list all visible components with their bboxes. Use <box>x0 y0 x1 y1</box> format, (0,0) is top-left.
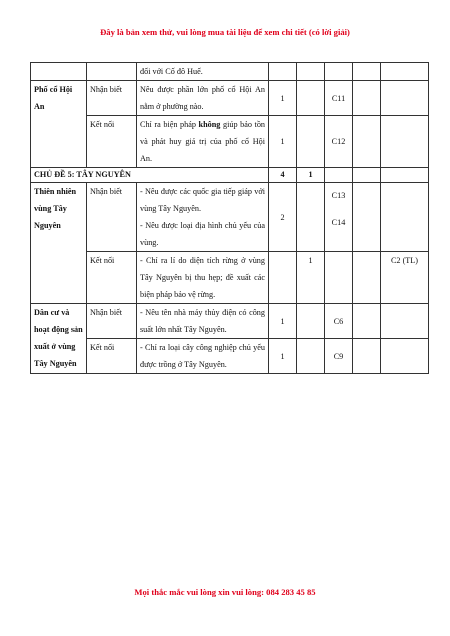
requirement-cell: - Chỉ ra lí do diện tích rừng ở vùng Tây Nguyên bị thu hẹp; đề xuất các biện pháp bảo vệ rừng. <box>137 252 269 304</box>
table-row <box>31 81 429 116</box>
level-cell: Nhận biết <box>87 304 137 339</box>
table-row <box>31 183 429 252</box>
emphasis-text: không <box>198 120 221 129</box>
table-row <box>31 252 429 304</box>
table-row <box>31 339 429 374</box>
count-cell: 1 <box>269 81 297 116</box>
requirement-cell: - Nêu được các quốc gia tiếp giáp với vùng Tây Nguyên. - Nêu được loại địa hình chủ yếu của vùng. <box>137 183 269 252</box>
requirement-cell: đối với Cố đô Huế. <box>137 63 269 81</box>
question-cell: C2 (TL) <box>381 252 429 304</box>
topic-count-a: 4 <box>269 168 297 183</box>
count-cell: 1 <box>297 252 325 304</box>
question-cell: C6 <box>325 304 353 339</box>
table-row <box>31 63 429 81</box>
level-cell: Kết nối <box>87 116 137 168</box>
assessment-matrix-table <box>30 62 429 374</box>
level-cell: Nhận biết <box>87 81 137 116</box>
topic-title: CHỦ ĐỀ 5: TÂY NGUYÊN <box>31 168 269 183</box>
question-cell: C12 <box>325 116 353 168</box>
lesson-cell: Phố cổ Hội An <box>31 81 87 168</box>
lesson-cell: Thiên nhiên vùng Tây Nguyên <box>31 183 87 304</box>
level-cell: Kết nối <box>87 252 137 304</box>
topic-count-b: 1 <box>297 168 325 183</box>
requirement-cell: Chỉ ra biện pháp không giúp bảo tồn và phát huy giá trị của phố cổ Hội An. <box>137 116 269 168</box>
count-cell: 1 <box>269 304 297 339</box>
requirement-cell: - Chỉ ra loại cây công nghiệp chủ yếu được trồng ở Tây Nguyên. <box>137 339 269 374</box>
count-cell: 1 <box>269 339 297 374</box>
count-cell: 2 <box>269 183 297 252</box>
table-row <box>31 304 429 339</box>
topic-row <box>31 168 429 183</box>
question-cell: C13 C14 <box>325 183 353 252</box>
preview-notice-banner: Đây là bản xem thử, vui lòng mua tài liệu để xem chi tiết (có lời giải) <box>100 27 350 37</box>
count-cell: 1 <box>269 116 297 168</box>
level-cell: Kết nối <box>87 339 137 374</box>
lesson-cell: Dân cư và hoạt động sản xuất ở vùng Tây Nguyên <box>31 304 87 374</box>
question-cell: C9 <box>325 339 353 374</box>
table-row <box>31 116 429 168</box>
requirement-cell: Nêu được phần lớn phố cổ Hội An nằm ở phường nào. <box>137 81 269 116</box>
contact-hotline-banner: Mọi thắc mắc vui lòng xin vui lòng: 084 283 45 85 <box>134 587 316 597</box>
level-cell: Nhận biết <box>87 183 137 252</box>
requirement-cell: - Nêu tên nhà máy thủy điện có công suất lớn nhất Tây Nguyên. <box>137 304 269 339</box>
question-cell: C11 <box>325 81 353 116</box>
